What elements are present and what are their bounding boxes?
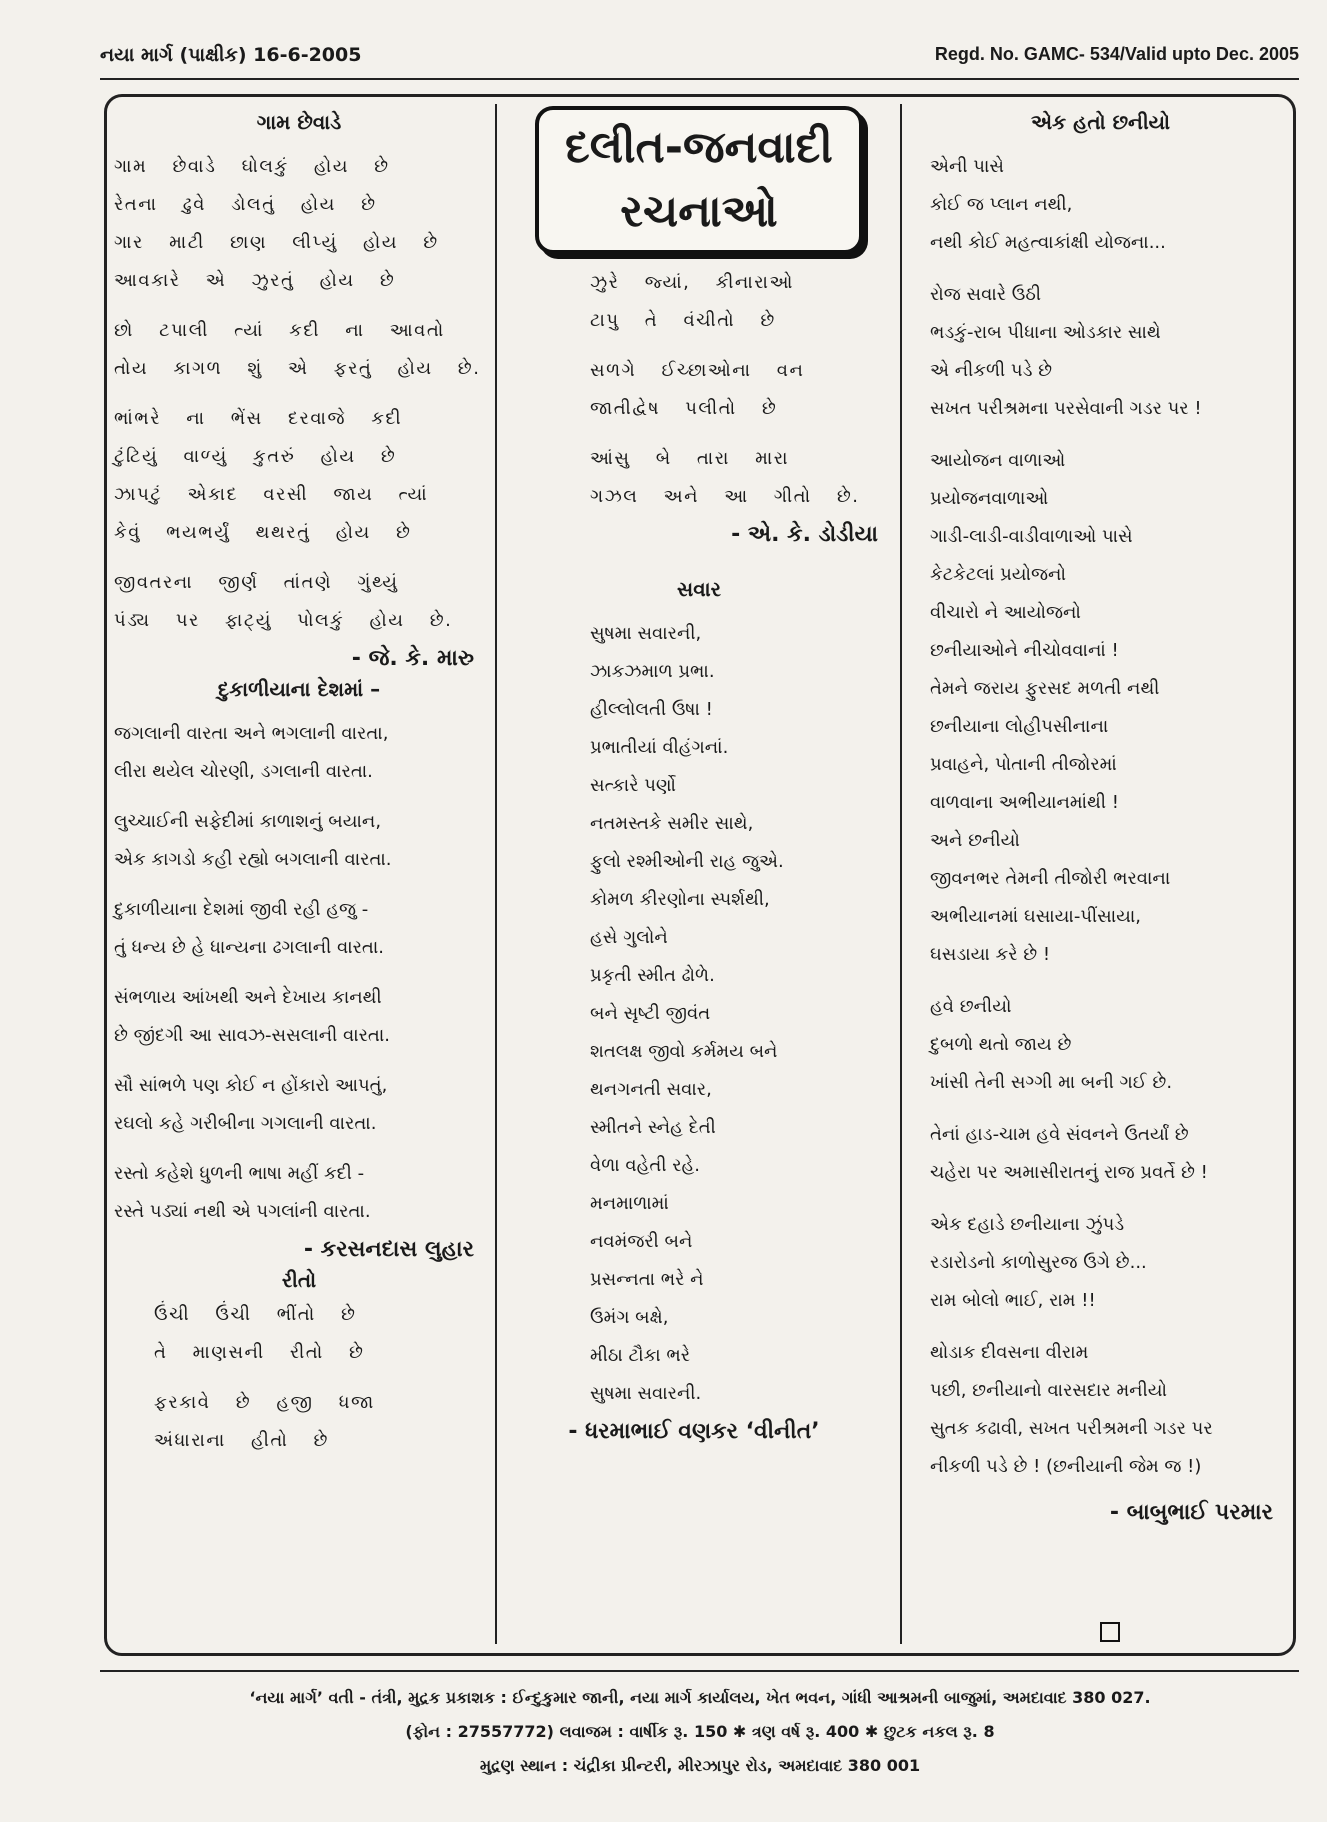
poem-line: રામ બોલો ભાઈ, રામ !! — [930, 1290, 1096, 1311]
stanza — [930, 988, 1283, 1102]
poem-line: ગામ છેવાડે ઘોલકું હોય છે — [114, 156, 390, 177]
poem-line: સુષમા સવારની, — [590, 623, 702, 644]
column-middle — [510, 104, 888, 1450]
column-divider-2 — [900, 104, 902, 1644]
stanza — [930, 1334, 1283, 1486]
poem-line: દુબળો થતો જાય છે — [930, 1034, 1072, 1055]
poem-line: કોઈ જ પ્લાન નથી, — [930, 194, 1073, 215]
poem-line: સંભળાય આંખથી અને દેખાય કાનથી — [114, 987, 382, 1008]
poem-line: સૌ સાંભળે પણ કોઈ ન હોંકારો આપતું, — [114, 1075, 388, 1096]
poem-line: પ્રસન્નતા ભરે ને — [590, 1269, 704, 1290]
poem-line: સખત પરીશ્રમના પરસેવાની ગડર પર ! — [930, 398, 1202, 419]
poem-line: તું ધન્ય છે હે ધાન્યના ઢગલાની વારતા. — [114, 937, 384, 958]
poem-line: અને છનીયો — [930, 830, 1020, 851]
poem-line: ઉંચી ઉંચી ભીંતો છે — [154, 1304, 357, 1325]
poem-line: જગલાની વારતા અને ભગલાની વારતા, — [114, 723, 389, 744]
poem-line: જીવનભર તેમની તીજોરી ભરવાના — [930, 868, 1171, 889]
poem-line: આંસુ બે તારા મારા — [590, 448, 789, 469]
poem-line: દુકાળીયાના દેશમાં જીવી રહી હજુ - — [114, 899, 369, 920]
poem-line: તે માણસની રીતો છે — [154, 1342, 365, 1363]
stanza — [930, 1206, 1283, 1320]
poem-line: રઘલો કહે ગરીબીના ગગલાની વારતા. — [114, 1113, 377, 1134]
poem-line: વાળવાના અભીયાનમાંથી ! — [930, 792, 1119, 813]
poem-line: રેતના ઢુવે ડોલતું હોય છે — [114, 194, 377, 215]
poem-body — [114, 148, 484, 640]
poem-line: ચહેરા પર અમાસીરાતનું રાજ પ્રવર્તે છે ! — [930, 1162, 1208, 1183]
poem-line: નતમસ્તકે સમીર સાથે, — [590, 813, 754, 834]
poem-line: હસે ગુલોને — [590, 927, 668, 948]
stanza — [930, 276, 1283, 428]
poem-line: મનમાળામાં — [590, 1193, 669, 1214]
poem-line: એક દહાડે છનીયાના ઝુંપડે — [930, 1214, 1125, 1235]
poem-line: પ્રયોજનવાળાઓ — [930, 488, 1049, 509]
poem-author: - ધરમાભાઈ વણકર ‘વીનીત’ — [568, 1419, 820, 1444]
poem-body — [510, 264, 888, 516]
poem-body — [510, 615, 888, 1413]
poem-line: રસ્તો કહેશે ધુળની ભાષા મહીં કદી - — [114, 1163, 365, 1184]
poem-line: શતલક્ષ જીવો કર્મમય બને — [590, 1041, 778, 1062]
poem-body — [918, 148, 1283, 1486]
poem-line: ટાપુ તે વંચીતો છે — [590, 310, 776, 331]
poem-line: ખાંસી તેની સગ્ગી મા બની ગઈ છે. — [930, 1072, 1173, 1093]
poem-line: વેળા વહેતી રહે. — [590, 1155, 701, 1176]
section-title-box — [535, 106, 863, 254]
poem-line: હીલ્લોલતી ઉષા ! — [590, 699, 713, 720]
poem-line: સળગે ઈચ્છાઓના વન — [590, 360, 805, 381]
poem-line: ઝુરે જ્યાં, કીનારાઓ — [590, 272, 794, 293]
poem-title: સવાર — [677, 577, 721, 601]
poem-line: ગઝલ અને આ ગીતો છે. — [590, 486, 860, 507]
poem-body — [114, 1296, 484, 1460]
poem-line: ફરકાવે છે હજી ધજા — [154, 1392, 375, 1413]
poem-line: તેનાં હાડ-ચામ હવે સંવનને ઉતર્યાં છે — [930, 1124, 1189, 1145]
section-title-line: રચનાઓ — [620, 186, 778, 237]
footer-publisher: ‘નયા માર્ગ’ વતી - તંત્રી, મુદ્રક પ્રકાશક : ઈન્દુકુમાર જાની, નયા માર્ગ કાર્યાલય, ખેત ભવન, ગાંધી આશ્રમની બાજુમાં, અમદાવાદ 380 027. — [249, 1688, 1151, 1707]
poem-line: સ્મીતને સ્નેહ દેતી — [590, 1117, 716, 1138]
poem-line: એક કાગડો કહી રહ્યો બગલાની વારતા. — [114, 849, 392, 870]
poem-body — [114, 715, 484, 1231]
stanza — [930, 1116, 1283, 1192]
poem-line: ગાર માટી છાણ લીપ્યું હોય છે — [114, 232, 439, 253]
poem-line: થનગનતી સવાર, — [590, 1079, 712, 1100]
masthead-date: નયા માર્ગ (પાક્ષીક) 16-6-2005 — [100, 44, 362, 66]
poem-line: રસ્તે પડ્યાં નથી એ પગલાંની વારતા. — [114, 1201, 371, 1222]
poem-line: અંધારાના હીતો છે — [154, 1430, 329, 1451]
poem-line: એ નીકળી પડે છે — [930, 360, 1053, 381]
poem-author: - કરસનદાસ લુહાર — [303, 1237, 474, 1262]
poem-line: નથી કોઈ મહત્વાકાંક્ષી યોજના... — [930, 232, 1166, 253]
poem-line: પ્રભાતીયાં વીહંગનાં. — [590, 737, 729, 758]
poem-line: ભાંભરે ના ભેંસ દરવાજે કદી — [114, 408, 403, 429]
poem-line: ઘસડાયા કરે છે ! — [930, 944, 1051, 965]
poem-title: દુકાળીયાના દેશમાં – — [217, 677, 381, 701]
header-divider — [100, 78, 1299, 80]
poem-line: રડારોડનો કાળોસુરજ ઉગે છે... — [930, 1252, 1147, 1273]
poem-line: જીવતરના જીર્ણ તાંતણે ગુંથ્યું — [114, 572, 399, 593]
poem-line: તેમને જરાય ફુરસદ મળતી નથી — [930, 678, 1160, 699]
poem-line: પ્રકૃતી સ્મીત ઢોળે. — [590, 965, 715, 986]
poem-author: - જે. કે. મારુ — [351, 646, 474, 671]
poem-line: પ્રવાહને, પોતાની તીજોરમાં — [930, 754, 1117, 775]
poem-author: - એ. કે. ડોડીયા — [731, 522, 878, 547]
poem-line: છે જીંદગી આ સાવઝ-સસલાની વારતા. — [114, 1025, 390, 1046]
poem-line: રોજ સવારે ઉઠી — [930, 284, 1042, 305]
poem-line: આયોજન વાળાઓ — [930, 450, 1066, 471]
poem-line: જાતીદ્વેષ પલીતો છે — [590, 398, 778, 419]
footer-subscription: (ફોન : 27557772) લવાજમ : વાર્ષીક રૂ. 150 ✱ ત્રણ વર્ષ રૂ. 400 ✱ છુટક નકલ રૂ. 8 — [405, 1722, 995, 1741]
poem-line: ઝાપટું એકાદ વરસી જાય ત્યાં — [114, 484, 429, 505]
poem-line: કેવું ભયભર્યું થથરતું હોય છે — [114, 522, 412, 543]
poem-line: છો ટપાલી ત્યાં કદી ના આવતો — [114, 320, 445, 341]
poem-line: ગાડી-લાડી-વાડીવાળાઓ પાસે — [930, 526, 1133, 547]
section-title-line: દલીત-જનવાદી — [565, 122, 833, 173]
column-divider-1 — [495, 104, 497, 1644]
poem-line: થોડાક દીવસના વીરામ — [930, 1342, 1089, 1363]
end-mark — [1100, 1622, 1120, 1642]
poem-title: ગામ છેવાડે — [256, 110, 342, 134]
poem-line: બને સૃષ્ટી જીવંત — [590, 1003, 711, 1024]
poem-line: હવે છનીયો — [930, 996, 1012, 1017]
poem-line: આવકારે એ ઝુરતું હોય છે — [114, 270, 396, 291]
footer-printer: મુદ્રણ સ્થાન : ચંદ્રીકા પ્રીન્ટરી, મીરઝાપુર રોડ, અમદાવાદ 380 001 — [479, 1756, 921, 1775]
poem-line: ભડકું-રાબ પીધાના ઓડકાર સાથે — [930, 322, 1161, 343]
poem-line: ફુલો રશ્મીઓની રાહ જુએ. — [590, 851, 784, 872]
poem-line: પછી, છનીયાનો વારસદાર મનીયો — [930, 1380, 1167, 1401]
poem-line: ઉમંગ બક્ષે, — [590, 1307, 669, 1328]
column-right — [918, 104, 1283, 1531]
poem-line: અભીયાનમાં ઘસાયા-પીંસાયા, — [930, 906, 1142, 927]
poem-line: સુતક કઢાવી, સખત પરીશ્રમની ગડર પર — [930, 1418, 1213, 1439]
poem-line: છનીયાઓને નીચોવવાનાં ! — [930, 640, 1119, 661]
poem-line: છનીયાના લોહીપસીનાના — [930, 716, 1109, 737]
poem-line: સત્કારે પર્ણો — [590, 775, 676, 796]
registration-number: Regd. No. GAMC- 534/Valid upto Dec. 2005 — [934, 44, 1299, 64]
poem-line: ટુંટિયું વાળ્યું કુતરું હોય છે — [114, 446, 397, 467]
poem-author: - બાબુભાઈ પરમાર — [1109, 1500, 1273, 1525]
poem-line: તોય કાગળ શું એ ફરતું હોય છે. — [114, 358, 481, 379]
poem-title: રીતો — [281, 1268, 317, 1292]
poem-line: ઝાકઝમાળ પ્રભા. — [590, 661, 715, 682]
stanza — [930, 148, 1283, 262]
poem-line: સુષમા સવારની. — [590, 1383, 702, 1404]
poem-line: લીરા થયેલ ચોરણી, ડગલાની વારતા. — [114, 761, 373, 782]
poem-line: કોમળ કીરણોના સ્પર્શથી, — [590, 889, 770, 910]
stanza — [930, 442, 1283, 974]
poem-line: વીચારો ને આયોજનો — [930, 602, 1081, 623]
poem-line: નવમંજરી બને — [590, 1231, 693, 1252]
poem-title: એક હતો છનીયો — [1030, 110, 1171, 134]
poem-line: પંડ્ય પર ફાટ્યું પોલકું હોય છે. — [114, 610, 453, 631]
column-left — [114, 104, 484, 1460]
footer-divider — [100, 1670, 1299, 1672]
poem-line: કેટકેટલાં પ્રયોજનો — [930, 564, 1066, 585]
poem-line: લુચ્ચાઈની સફેદીમાં કાળાશનું બયાન, — [114, 811, 382, 832]
poem-line: નીકળી પડે છે ! (છનીયાની જેમ જ !) — [930, 1456, 1202, 1477]
poem-line: મીઠા ટૌકા ભરે — [590, 1345, 691, 1366]
poem-line: એની પાસે — [930, 156, 1004, 177]
